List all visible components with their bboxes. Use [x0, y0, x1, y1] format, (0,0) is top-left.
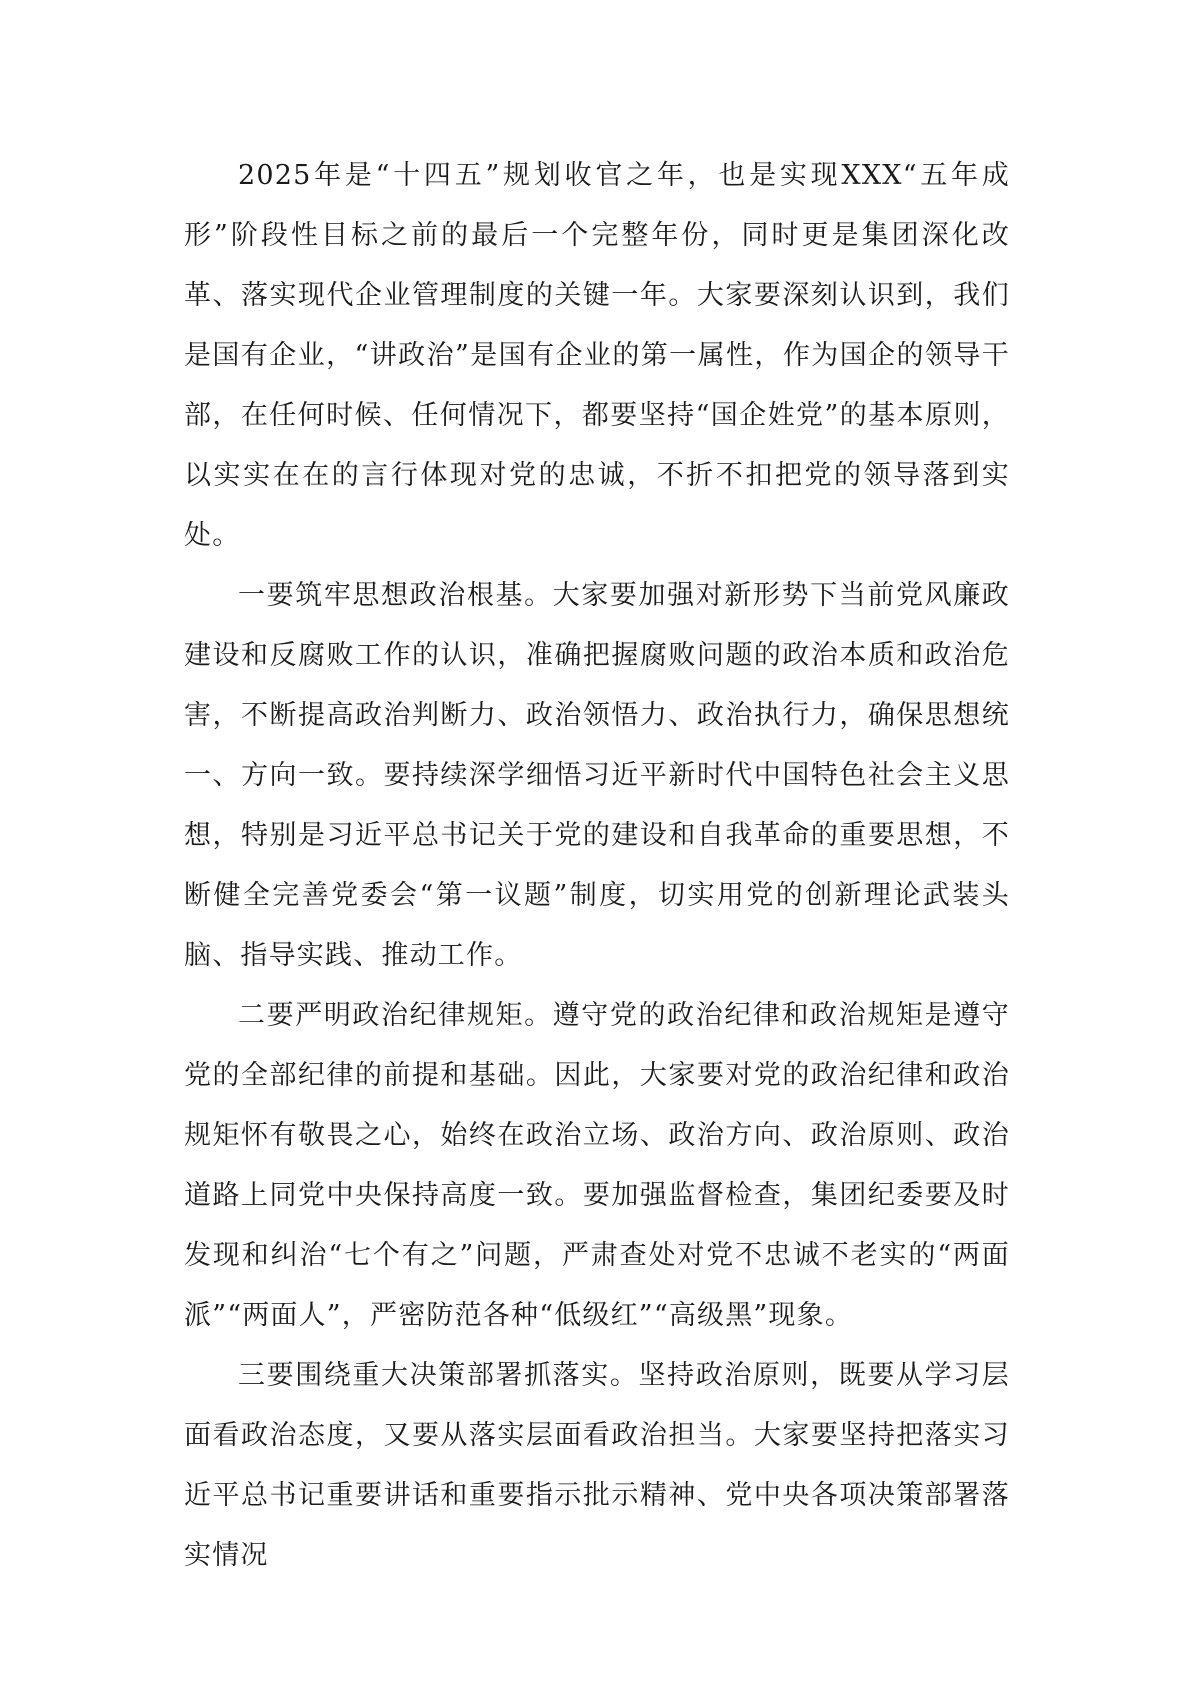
- document-body: [184, 146, 1010, 1586]
- paragraph-intro: 2025年是“十四五”规划收官之年，也是实现XXX“五年成形”阶段性目标之前的最后一个完整年份，同时更是集团深化改革、落实现代企业管理制度的关键一年。大家要深刻认识到，我们是国有企业，“讲政治”是国有企业的第一属性，作为国企的领导干部，在任何时候、任何情况下，都要坚持“国企姓党”的基本原则，以实实在在的言行体现对党的忠诚，不折不扣把党的领导落到实处。: [184, 160, 1010, 551]
- paragraph-point-three: 三要围绕重大决策部署抓落实。坚持政治原则，既要从学习层面看政治态度，又要从落实层面看政治担当。大家要坚持把落实习近平总书记重要讲话和重要指示批示精神、党中央各项决策部署落实情况: [184, 1360, 1010, 1571]
- paragraph-point-two: 二要严明政治纪律规矩。遵守党的政治纪律和政治规矩是遵守党的全部纪律的前提和基础。因此，大家要对党的政治纪律和政治规矩怀有敬畏之心，始终在政治立场、政治方向、政治原则、政治道路上同党中央保持高度一致。要加强监督检查，集团纪委要及时发现和纠治“七个有之”问题，严肃查处对党不忠诚不老实的“两面派”“两面人”，严密防范各种“低级红”“高级黑”现象。: [184, 1000, 1010, 1331]
- paragraph-point-one: 一要筑牢思想政治根基。大家要加强对新形势下当前党风廉政建设和反腐败工作的认识，准确把握腐败问题的政治本质和政治危害，不断提高政治判断力、政治领悟力、政治执行力，确保思想统一、方向一致。要持续深学细悟习近平新时代中国特色社会主义思想，特别是习近平总书记关于党的建设和自我革命的重要思想，不断健全完善党委会“第一议题”制度，切实用党的创新理论武装头脑、指导实践、推动工作。: [184, 580, 1010, 971]
